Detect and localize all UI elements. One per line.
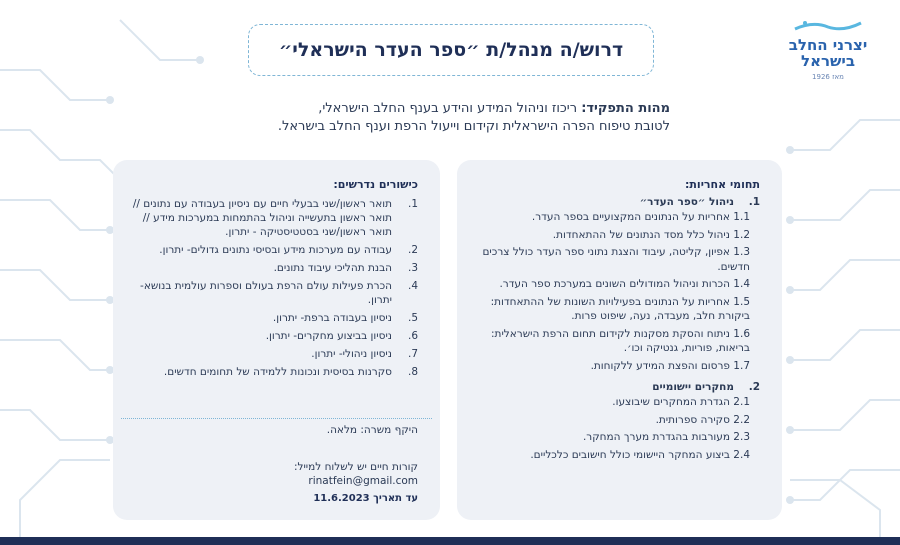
list-item: 1.3 אפיון, קליטה, עיבוד והצגת נתוני ספר העדר כולל צרכים חדשים. — [482, 246, 750, 273]
requirements-list — [131, 197, 418, 379]
item-number: 6. — [407, 330, 418, 342]
list-item: 1.6 ניתוח והסקת מסקנות לקידום תחום הרפת הישראלית: בריאות, פוריות, גנטיקה וכו׳. — [491, 327, 750, 354]
item-text: תואר ראשון/שני בבעלי חיים עם ניסיון בעבודה עם נתונים // תואר ראשון בתעשייה וניהול בהתמחות במערכות מידע // תואר ראשון/שני בסטטיסטיקה - יתרון. — [132, 198, 392, 238]
item-text: ניסיון ניהולי- יתרון. — [311, 348, 392, 360]
list-item: 1.5 אחריות על הנתונים בפעילויות השונות של ההתאחדות: ביקורת חלב, מעבדה, נעה, שיפוט פרות. — [490, 295, 750, 322]
item-number: 5. — [407, 312, 418, 324]
item-text: ניסיון בביצוע מחקרים- יתרון. — [265, 330, 392, 342]
section-2-list — [475, 395, 760, 462]
list-item: 1.7 פרסום והפצת המידע ללקוחות. — [590, 359, 750, 372]
role-label: מהות התפקיד: — [581, 101, 670, 116]
role-line2: לטובת טיפוח הפרה הישראלית וקידום וייעול הרפת וענף החלב בישראל. — [277, 119, 670, 134]
page-title: דרוש/ה מנהל/ת ״ספר העדר הישראלי״ — [278, 39, 624, 61]
list-item — [131, 279, 418, 307]
list-item: 1.2 ניהול כלל מסד הנתונים של ההתאחדות. — [552, 228, 750, 241]
list-item — [131, 197, 418, 239]
responsibilities-heading: תחומי אחריות: — [685, 178, 760, 191]
item-text: סקרנות בסיסית ונכונות ללמידה של תחומים חדשים. — [163, 366, 392, 378]
list-item: 2.4 ביצוע המחקר היישומי כולל חישובים כלכליים. — [530, 448, 750, 461]
item-number: 8. — [407, 366, 418, 378]
list-item — [131, 261, 418, 275]
item-text: הבנת תהליכי עיבוד נתונים. — [273, 262, 392, 274]
list-item — [131, 311, 418, 325]
logo-text-line2: בישראל — [801, 52, 855, 70]
list-item: 1.4 הכרות וניהול המודולים השונים במערכת ספר העדר. — [499, 278, 750, 290]
section-number: 2. — [748, 381, 760, 393]
logo-since: מאז 1926 — [812, 73, 844, 81]
section-title: מחקרים יישומיים — [652, 381, 734, 393]
list-item — [131, 243, 418, 257]
item-number: 7. — [407, 348, 418, 360]
email-link[interactable]: rinatfein@gmail.com — [308, 475, 418, 487]
list-item — [131, 347, 418, 361]
bottom-bar — [0, 537, 900, 545]
list-item: 2.3 מעורבות בהגדרת מערך המחקר. — [582, 431, 750, 443]
list-item: 2.1 הגדרת המחקרים שיבוצעו. — [612, 396, 750, 408]
section-1 — [475, 196, 760, 208]
item-number: 4. — [407, 280, 418, 292]
requirements-card — [113, 160, 440, 520]
logo — [782, 18, 874, 88]
responsibilities-card — [457, 160, 782, 520]
item-number: 2. — [407, 244, 418, 256]
section-title: ניהול ״ספר העדר״ — [639, 196, 734, 208]
role-description — [150, 100, 670, 136]
list-item — [131, 329, 418, 343]
divider — [121, 418, 432, 419]
role-line1: ריכוז וניהול המידע והידע בענף החלב הישראלי, — [318, 101, 578, 116]
item-number: 3. — [407, 262, 418, 274]
deadline: עד תאריך 11.6.2023 — [313, 493, 418, 504]
section-number: 1. — [748, 196, 760, 208]
section-2 — [475, 381, 760, 393]
logo-text-line1: יצרני החלב — [788, 36, 868, 54]
requirements-heading: כישורים נדרשים: — [333, 178, 418, 191]
list-item: 1.1 אחריות על הנתונים המקצועיים בספר העדר. — [531, 211, 750, 223]
item-text: הכרת פעילות עולם הרפת בעולם וספרות עולמית בנושא- יתרון. — [140, 280, 392, 306]
milk-splash-icon — [793, 19, 863, 33]
section-1-list — [475, 210, 760, 373]
item-text: ניסיון בעבודה ברפת- יתרון. — [272, 312, 392, 324]
item-number: 1. — [407, 198, 418, 210]
item-text: עבודה עם מערכות מידע ובסיסי נתונים גדולים- יתרון. — [159, 244, 392, 256]
list-item: 2.2 סקירה ספרותית. — [655, 413, 750, 426]
job-scope: היקף משרה: מלאה. — [326, 424, 418, 436]
cv-instructions — [294, 460, 418, 488]
title-box — [248, 24, 654, 76]
list-item — [131, 365, 418, 379]
cv-line: קורות חיים יש לשלוח למייל: — [293, 461, 418, 473]
